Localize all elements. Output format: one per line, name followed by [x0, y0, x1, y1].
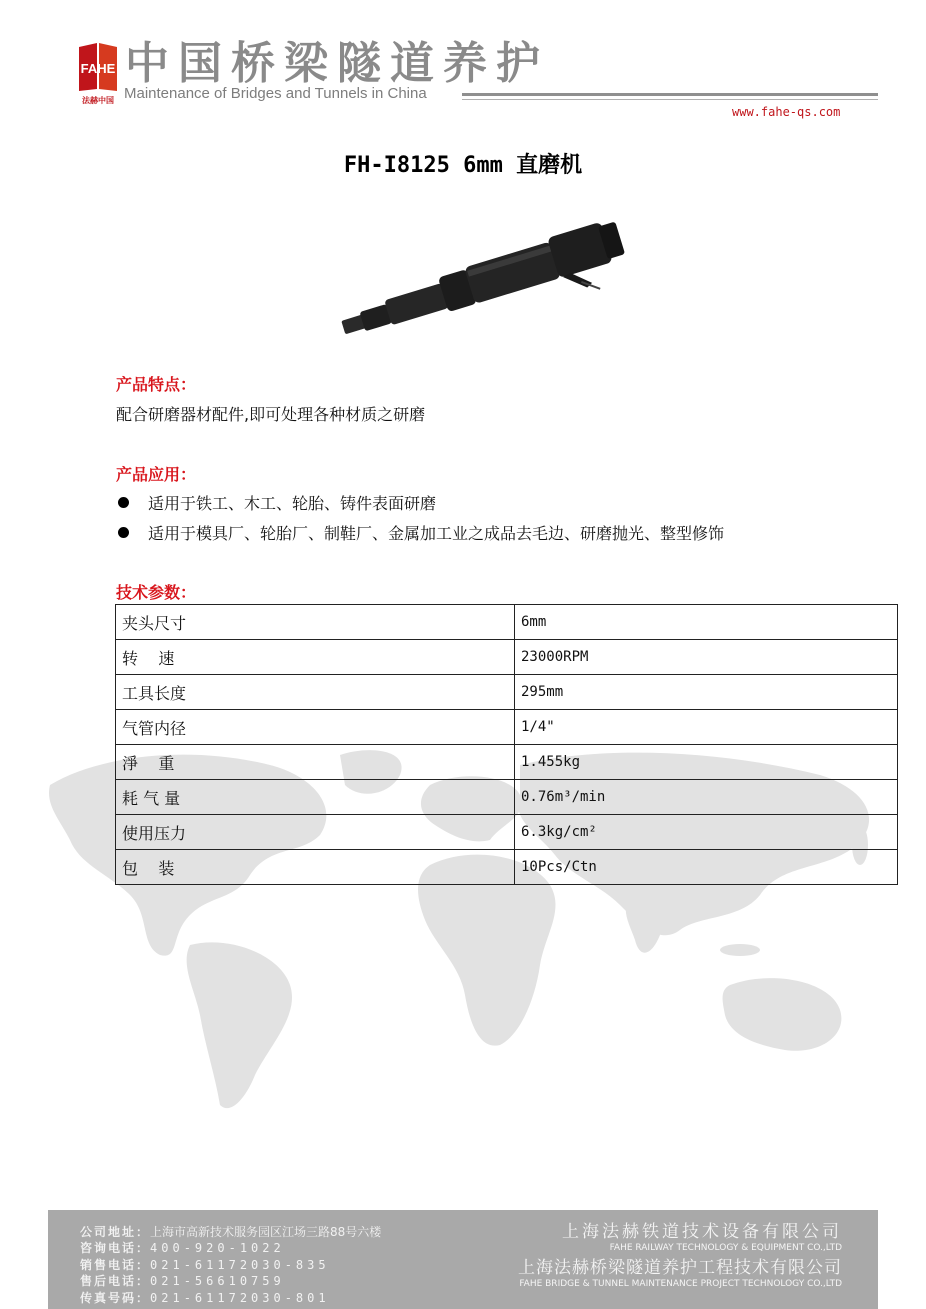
spec-label: 淨 重: [116, 745, 515, 780]
list-item: [116, 521, 724, 544]
company-logo: [77, 43, 119, 107]
contact-label: 售后电话：: [80, 1274, 151, 1289]
spec-value: 1.455kg: [515, 745, 898, 780]
brand-name-en: Maintenance of Bridges and Tunnels in China: [124, 85, 427, 102]
bullet-icon: [118, 497, 129, 508]
website-link[interactable]: www.fahe-qs.com: [732, 105, 841, 119]
spec-value: 295mm: [515, 675, 898, 710]
footer-bar: [48, 1210, 878, 1309]
contact-value: 021-56610759: [150, 1274, 285, 1289]
applications-heading: 产品应用：: [116, 465, 197, 484]
spec-label: 包 装: [116, 850, 515, 885]
features-heading: 产品特点：: [116, 375, 197, 394]
brand-name-cn: 中国桥梁隧道养护: [125, 38, 549, 89]
contact-label: 销售电话：: [80, 1257, 151, 1272]
specs-heading: 技术参数：: [116, 583, 197, 602]
spec-value: 6mm: [515, 605, 898, 640]
contact-label: 传真号码：: [80, 1290, 151, 1305]
spec-value: 6.3kg/cm²: [515, 815, 898, 850]
contact-label: 咨询电话：: [80, 1241, 151, 1256]
spec-label: 工具长度: [116, 675, 515, 710]
contact-label: 公司地址：: [80, 1225, 151, 1239]
page-title: FH-I8125 6mm 直磨机: [343, 153, 583, 178]
header-rule: [462, 93, 878, 96]
application-item-1: 适用于铁工、木工、轮胎、铸件表面研磨: [148, 494, 437, 513]
product-photo-grinder: [330, 222, 640, 334]
spec-value: 1/4": [515, 710, 898, 745]
contact-value: 021-61172030-801: [150, 1290, 330, 1305]
company-names: [518, 1222, 842, 1290]
logo-subtitle: 法赫中国: [82, 96, 114, 105]
company-2-name-en: FAHE BRIDGE & TUNNEL MAINTENANCE PROJECT TECHNOLOGY CO.,LTD: [519, 1279, 842, 1289]
contact-value: 021-61172030-835: [150, 1257, 330, 1272]
fahe-logo-mark: [77, 43, 119, 93]
table-row: [116, 850, 898, 885]
spec-label: 使用压力: [116, 815, 515, 850]
contact-inquiry-phone: [80, 1240, 381, 1256]
application-item-2: 适用于模具厂、轮胎厂、制鞋厂、金属加工业之成品去毛边、研磨抛光、整型修饰: [148, 524, 725, 543]
header-rule-thin: [462, 99, 878, 100]
table-row: [116, 640, 898, 675]
contact-sales-phone: [80, 1257, 381, 1273]
company-2-name-cn: 上海法赫桥梁隧道养护工程技术有限公司: [518, 1258, 842, 1278]
contact-service-phone: [80, 1273, 381, 1289]
spec-value: 23000RPM: [515, 640, 898, 675]
features-text: 配合研磨器材配件,即可处理各种材质之研磨: [116, 405, 426, 424]
table-row: [116, 710, 898, 745]
table-row: [116, 780, 898, 815]
spec-label: 气管内径: [116, 710, 515, 745]
company-1-name-en: FAHE RAILWAY TECHNOLOGY & EQUIPMENT CO.,LTD: [609, 1243, 842, 1253]
contact-info: [80, 1224, 381, 1306]
company-1-name-cn: 上海法赫铁道技术设备有限公司: [562, 1222, 842, 1242]
spec-label: 耗 气 量: [116, 780, 515, 815]
spec-label: 转 速: [116, 640, 515, 675]
spec-label: 夹头尺寸: [116, 605, 515, 640]
table-row: [116, 605, 898, 640]
spec-value: 10Pcs/Ctn: [515, 850, 898, 885]
table-row: [116, 745, 898, 780]
contact-address: [80, 1224, 381, 1240]
contact-value: 上海市高新技术服务园区江场三路88号六楼: [150, 1225, 382, 1239]
bullet-icon: [118, 527, 129, 538]
table-row: [116, 675, 898, 710]
spec-value: 0.76m³/min: [515, 780, 898, 815]
logo-text: FAHE: [80, 61, 116, 76]
table-row: [116, 815, 898, 850]
list-item: [116, 491, 436, 514]
contact-value: 400-920-1022: [150, 1241, 285, 1256]
contact-fax: [80, 1290, 381, 1306]
spec-table: [115, 604, 898, 885]
